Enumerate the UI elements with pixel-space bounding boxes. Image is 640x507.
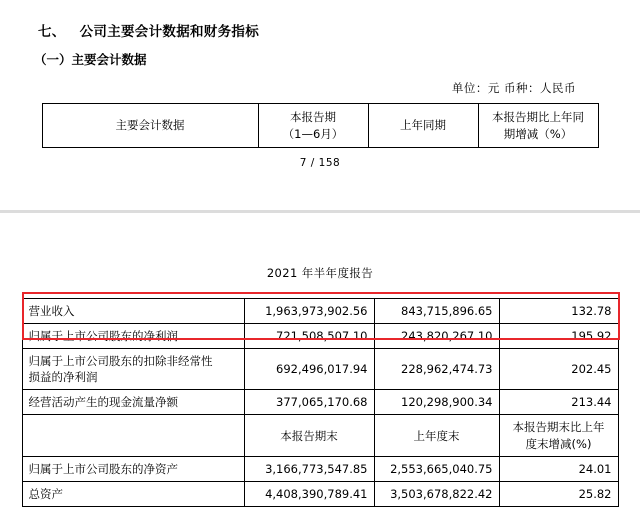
header-change-line2: 期增减（%） (503, 126, 573, 141)
table-subheader-row (22, 415, 618, 456)
table-header-row (42, 104, 598, 148)
row-change-value: 195.92 (499, 324, 618, 349)
row-current-value: 4,408,390,789.41 (244, 481, 374, 506)
row-label: 归属于上市公司股东的净利润 (22, 324, 244, 349)
row-current-value: 3,166,773,547.85 (244, 456, 374, 481)
unit-note: 单位：元 币种：人民币 (451, 81, 576, 95)
header-cell-change (478, 104, 598, 148)
row-label-line1: 归属于上市公司股东的扣除非经常性 (28, 354, 213, 369)
table-row (22, 390, 618, 415)
row-label: 归属于上市公司股东的净资产 (22, 456, 244, 481)
row-current-value: 721,508,507.10 (244, 324, 374, 349)
row-label: 营业收入 (22, 299, 244, 324)
subheader-change (499, 415, 618, 456)
row-previous-value: 3,503,678,822.42 (374, 481, 499, 506)
header-current-line2: （1—6月） (282, 126, 344, 141)
main-accounting-data-table (22, 298, 619, 507)
row-current-value: 692,496,017.94 (244, 349, 374, 390)
row-label (22, 349, 244, 390)
table-row (22, 324, 618, 349)
row-previous-value: 243,820,267.10 (374, 324, 499, 349)
row-label-line2: 损益的净利润 (28, 370, 98, 385)
section-number: 七、 (38, 24, 66, 40)
subheader-current-period-end: 本报告期末 (244, 415, 374, 456)
row-previous-value: 2,553,665,040.75 (374, 456, 499, 481)
report-header-title: 2021 年半年度报告 (266, 266, 374, 280)
page-gap-top (0, 196, 640, 210)
row-previous-value: 228,962,474.73 (374, 349, 499, 390)
row-change-value: 213.44 (499, 390, 618, 415)
row-previous-value: 120,298,900.34 (374, 390, 499, 415)
page-gap-bottom (0, 213, 640, 227)
subheader-previous-year-end: 上年度末 (374, 415, 499, 456)
header-change-line1: 本报告期比上年同 (492, 110, 584, 124)
main-accounting-data-table-header (42, 103, 599, 148)
row-previous-value: 843,715,896.65 (374, 299, 499, 324)
row-label: 经营活动产生的现金流量净额 (22, 390, 244, 415)
row-change-value: 24.01 (499, 456, 618, 481)
subsection-heading: （一）主要会计数据 (34, 52, 147, 67)
table-row (22, 481, 618, 506)
table-row (22, 456, 618, 481)
page-number: 7 / 158 (299, 157, 341, 170)
table-row (22, 349, 618, 390)
row-current-value: 377,065,170.68 (244, 390, 374, 415)
subheader-change-line2: 度末增减(%) (525, 436, 592, 451)
row-change-value: 132.78 (499, 299, 618, 324)
row-change-value: 202.45 (499, 349, 618, 390)
subheader-blank (22, 415, 244, 456)
section-title: 公司主要会计数据和财务指标 (79, 24, 260, 40)
header-current-line1: 本报告期 (290, 110, 336, 124)
row-label: 总资产 (22, 481, 244, 506)
row-current-value: 1,963,973,902.56 (244, 299, 374, 324)
header-cell-item: 主要会计数据 (42, 104, 258, 148)
section-heading (38, 20, 614, 40)
document-page-top (0, 0, 640, 196)
subheader-change-line1: 本报告期末比上年 (512, 420, 605, 435)
header-cell-previous-period: 上年同期 (368, 104, 478, 148)
row-change-value: 25.82 (499, 481, 618, 506)
header-cell-current-period (258, 104, 368, 148)
document-page-bottom (0, 227, 640, 501)
table-row (22, 299, 618, 324)
